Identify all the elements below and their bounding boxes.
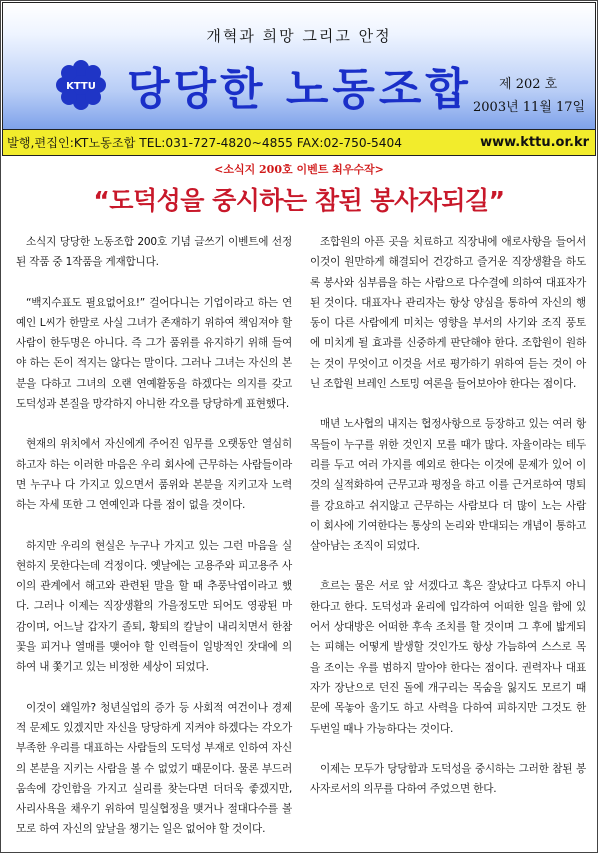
issue-number: 제 202 호	[499, 77, 558, 92]
publisher-bar	[2, 130, 596, 156]
logo-text: KTTU	[66, 81, 96, 92]
paragraph: “백지수표도 필요없어요!” 걸어다니는 기업이라고 하는 연예인 L씨가 한말로 사실 그녀가 존재하기 위하여 책임져야 할 사람이 한두명은 아니다. 즉 그가 품위를 유지하기 위해 들여야 하는 돈이 적지는 않다는 말이다. 그러나 그녀는 자신의 본분을 다하고 그녀의 오랜 연예활동을 하겠다는 의지를 갖고 도덕성과 본질을 망각하지 아니한 각오를 당당하게 표현했다.	[16, 296, 292, 411]
paragraph: 매년 노사협의 내지는 협정사항으로 등장하고 있는 여러 항목들이 누구를 위한 것인지 모를 때가 많다. 자율이라는 테두리를 두고 여러 가지를 예외로 한다는 이것에 문제가 있어 이 것의 실적화하여 근무고과 평정을 하고 이를 근거로하여 명퇴를 강요하고 쉬지않고 근무하는 사람보다 더 많이 노는 사람이 회사에 기여한다는 통상의 논리와 반대되는 개념이 통하고 살아남는 조직이 되었다.	[310, 418, 586, 553]
paragraph: 소식지 당당한 노동조합 200호 기념 글쓰기 이벤트에 선정된 작품 중 1작품을 게재합니다.	[16, 236, 292, 269]
newsletter-title: 당당한 노동조합	[127, 64, 472, 115]
paragraph: 이제는 모두가 당당함과 도덕성을 중시하는 그러한 참된 봉사자로서의 의무를 다하여 주었으면 한다.	[310, 762, 586, 796]
article-column-right	[310, 232, 586, 799]
tagline: 개혁과 희망 그리고 안정	[206, 27, 392, 45]
issue-date: 2003년 11월 17일	[473, 100, 586, 115]
paragraph: 흐르는 물은 서로 앞 서겠다고 혹은 잘났다고 다투지 아니한다고 한다. 도덕성과 윤리에 입각하여 어떠한 일을 함에 있어서 상대방은 어떠한 후속 조치를 할 것이며 그 후에 밟게되는 피해는 어떻게 발생할 것인가도 항상 가늠하여 스스로 목을 조이는 우를 범하지 말아야 한다는 점이다. 권력자나 대표자가 장난으로 던진 돌에 개구리는 목숨을 잃지도 모르기 때문에 목놓아 울기도 하고 사력을 다하여 피하지만 그것도 한두번일 때나 가능하다는 것이다.	[310, 580, 586, 735]
website-link[interactable]: www.kttu.or.kr	[480, 135, 589, 150]
paragraph: 현재의 위치에서 자신에게 주어진 임무를 오랫동안 열심히 하고자 하는 이러한 마음은 우리 회사에 근무하는 사람들이라면 누구나 다 가지고 있으면서 품위와 본분을 지키고자 노력하는 자세 또한 그 연예인과 다를 점이 없을 것이다.	[16, 438, 292, 512]
paragraph: 하지만 우리의 현실은 누구나 가지고 있는 그런 마음을 실현하지 못한다는데 걱정이다. 옛날에는 고용주와 피고용주 사이의 관계에서 해고와 관련된 말을 할 때 추풍낙엽이라고 했다. 그러나 이제는 직장생활의 가을정도만 되어도 영광된 마감이며, 어느날 갑자기 졸퇴, 황퇴의 칼날이 내리치면서 한참 꽃을 피거나 열매를 맺어야 할 인력들이 일방적인 잣대에 의하여 내 쫓기고 있는 비정한 세상이 되었다.	[16, 539, 292, 674]
article-subtitle: <소식지 200호 이벤트 최우수작>	[214, 163, 384, 176]
kttu-logo-icon	[55, 59, 107, 111]
article-column-left	[16, 232, 292, 840]
paragraph: 조합원의 아픈 곳을 치료하고 직장내에 애로사항을 들어서 이것이 원만하게 해결되어 건강하고 즐거운 직장생활을 하도록 봉사와 심부름을 하는 사람으로 다수결에 의하여 대표자가 된 것이다. 대표자나 관리자는 항상 양심을 통하여 자신의 행동이 다른 사람에게 미치는 영향을 부서의 사기와 조직 풍토에 미치게 될 효과를 신중하게 판단해야 한다. 조합원이 원하는 것이 무엇이고 이것을 서로 평가하기 위하여 듣는 것이 아닌 조합원 브레인 스토밍 여론을 들어보아야 한다는 점이다.	[310, 236, 586, 391]
paragraph: 이것이 왜일까? 청년실업의 증가 등 사회적 여건이나 경제적 문제도 있겠지만 자신을 당당하게 지켜야 하겠다는 각오가 부족한 우리를 대표하는 사람들의 도덕성 부재로 인하여 자신의 본분을 지키는 사람을 볼 수 없었기 때문이다. 물론 부드러움속에 강인함을 가지고 실리를 찾는다면 더더욱 좋겠지만, 사리사욕을 채우기 위하여 밀실협정을 맺거나 절대다수를 볼모로 하여 자신의 앞날을 챙기는 일은 없어야 할 것이다.	[16, 701, 292, 836]
publisher-info: 발행,편집인:KT노동조합 TEL:031-727-4820~4855 FAX:02-750-5404	[7, 136, 403, 150]
article-headline: “도덕성을 중시하는 참된 봉사자되길”	[93, 186, 505, 215]
masthead	[2, 2, 596, 130]
